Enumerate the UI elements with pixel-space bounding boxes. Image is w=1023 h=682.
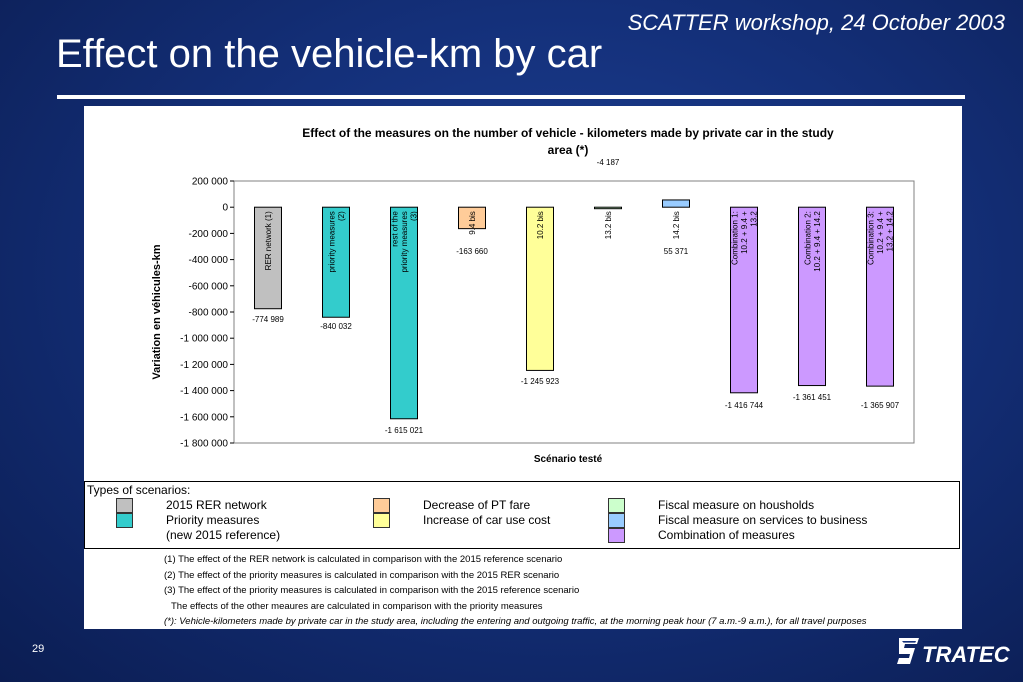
y-tick-label: -1 000 000 [180,333,228,345]
data-label: -774 989 [252,315,284,324]
page-number: 29 [32,643,45,655]
legend-swatch [608,513,625,528]
scenario-legend [84,481,960,549]
category-label: Combination 3: [866,211,876,266]
category-label: 10.2 + 9.4 + 14.2 [812,211,822,272]
data-label: -1 615 021 [384,426,424,435]
chart-title: Effect of the measures on the number of vehicle - kilometers made by private car in the study area (*) [302,126,834,157]
slide-title: Effect on the vehicle-km by car [56,32,603,76]
data-label: -1 416 744 [724,401,764,410]
category-label: (2) [336,211,346,221]
y-tick-label: -400 000 [188,255,228,267]
legend-swatch [116,513,133,528]
data-label: -163 660 [456,247,488,256]
category-label: 14.2 bis [672,211,681,240]
bar [595,207,622,209]
data-label: -1 361 451 [792,393,832,402]
category-label: priority measures [400,211,409,273]
footnote: (1) The effect of the RER network is calculated in comparison with the 2015 reference scenario [164,554,563,565]
category-label: Combination 1: [730,211,740,266]
data-label: -1 365 907 [860,401,900,410]
data-label: -840 032 [320,322,352,331]
category-label: 13.2 + 14.2 [885,211,895,252]
y-tick-label: 0 [222,202,228,214]
legend-title: Types of scenarios: [87,483,191,497]
y-tick-label: 200 000 [191,176,228,188]
y-tick-label: -600 000 [188,281,228,293]
data-label: -1 245 923 [520,377,560,386]
legend-swatch [608,528,625,543]
legend-label: Fiscal measure on housholds [658,498,815,512]
footnote: (3) The effect of the priority measures is calculated in comparison with the 2015 reference scenario [164,585,580,596]
svg-text:TRATEC: TRATEC [922,642,1010,667]
legend-swatch [373,498,390,513]
category-label: RER network (1) [264,211,273,271]
legend-label: Increase of car use cost [423,513,551,527]
category-label: 13.2 [749,211,759,227]
category-label: rest of the [390,211,400,247]
x-axis-title: Scénario testé [533,454,603,465]
legend-label: 2015 RER network [166,498,267,512]
data-label: 55 371 [663,247,689,256]
legend-swatch [116,498,133,513]
legend-swatch [608,498,625,513]
data-label: -4 187 [596,158,620,167]
category-label: 10.2 + 9.4 + [740,211,749,254]
category-label: priority measures [327,211,337,273]
footnote: (2) The effect of the priority measures is calculated in comparison with the 2015 RER scenario [164,569,560,581]
legend-label: Decrease of PT fare [423,498,531,512]
legend-swatch [373,513,390,528]
legend-label: Priority measures [166,513,260,527]
y-tick-label: -1 800 000 [180,438,228,450]
title-underline [57,95,965,99]
bar [663,200,690,207]
y-tick-label: -1 400 000 [180,386,228,398]
workshop-caption: SCATTER workshop, 24 October 2003 [627,10,1005,35]
y-tick-label: -200 000 [188,228,228,240]
y-tick-label: -1 200 000 [180,359,228,371]
footnotes [164,552,866,630]
legend-label: Combination of measures [658,528,795,542]
y-axis-title: Variation en véhicules-km [151,244,163,380]
category-label: Combination 2: [803,211,813,266]
footnote: The effects of the other meaures are calculated in comparison with the priority measures [171,600,543,612]
stratec-logo [895,632,1010,670]
y-tick-label: -800 000 [188,307,228,319]
category-label: 10.2 bis [536,211,545,240]
category-label: 10.2 + 9.4 + [876,211,885,254]
category-label: (3) [409,211,419,221]
chart-panel [84,106,962,629]
y-tick-label: -1 600 000 [180,412,228,424]
legend-label: Fiscal measure on services to business [658,513,868,527]
footnote: (*): Vehicle-kilometers made by private car in the study area, including the entering and outgoing traffic, at the morning peak hour (7 a.m.-9 a.m.), for all travel purposes [164,616,867,627]
bar-chart [84,106,962,481]
category-label: 9.4 bis [468,211,477,235]
category-label: 13.2 bis [604,211,613,240]
legend-label-line2: (new 2015 reference) [166,528,281,542]
